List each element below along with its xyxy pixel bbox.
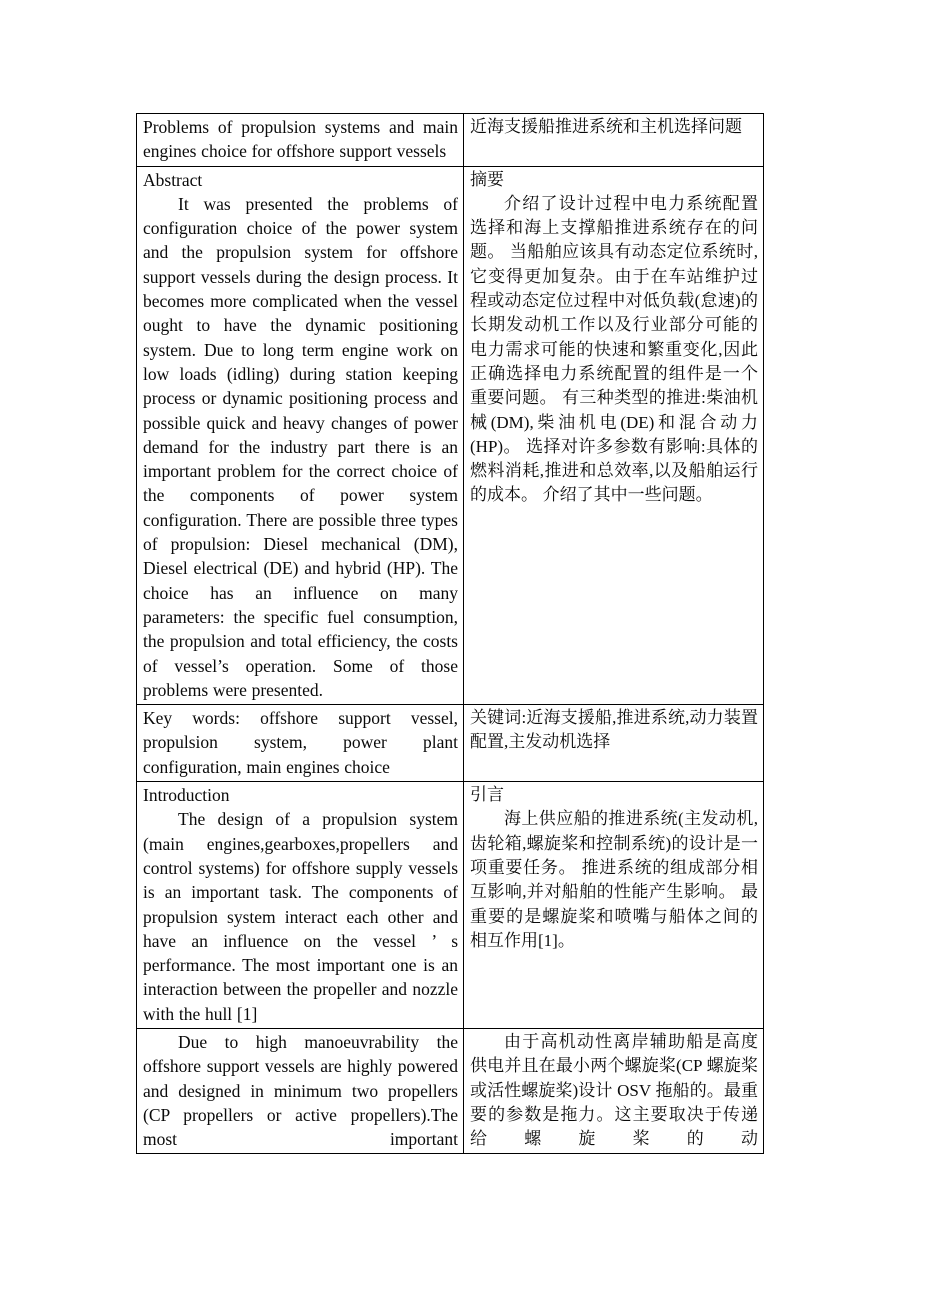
introduction-en-paragraph: Introduction xyxy=(143,785,230,806)
abstract-en-paragraph: It was presented the problems of configuration choice of the power system and the propulsion system for offshore support vessels during the design process. It becomes more complicated when the vessel ought to have the dynamic positioning system. Due to long term engine work on low loads (idling) during station keeping process or dynamic positioning process and possible quick and heavy changes of power demand for the industry part there is an important problem for the correct choice of the components of power system configuration. There are possible three types of propulsion: Diesel mechanical (DM), Diesel electrical (DE) and hybrid (HP). The choice has an influence on many parameters: the specific fuel consumption, the propulsion and total efficiency, the costs of vessel’s operation. Some of those problems were presented. xyxy=(143,193,458,700)
introduction-en-paragraph: The design of a propulsion system (main engines,gearboxes,propellers and control systems) for offshore supply vessels is an important task. The components of propulsion system interact each other and have an influence on the vessel ’ s performance. The most important one is an interaction between the propeller and nozzle with the hull [1] xyxy=(143,809,458,1024)
table-row-body-continued xyxy=(137,1028,764,1153)
table-row-keywords xyxy=(137,705,764,782)
introduction-english-cell xyxy=(137,782,464,1029)
title-zh-paragraph: 近海支援船推进系统和主机选择问题 xyxy=(470,117,742,136)
abstract-zh-paragraph: 摘要 xyxy=(470,169,504,189)
title-english-cell xyxy=(137,114,464,167)
abstract-zh-paragraph: 介绍了设计过程中电力系统配置选择和海上支撑船推进系统存在的问题。 当船舶应该具有动态定位系统时,它变得更加复杂。由于在车站维护过程或动态定位过程中对低负载(怠速)的长期发动机工作以及行业部分可能的电力需求可能的快速和繁重变化,因此正确选择电力系统配置的组件是一个重要问题。 有三种类型的推进:柴油机械(DM),柴油机电(DE)和混合动力(HP)。 选择对许多参数有影响:具体的燃料消耗,推进和总效率,以及船舶运行的成本。 介绍了其中一些问题。 xyxy=(470,193,758,505)
title-chinese-cell xyxy=(464,114,764,167)
abstract-english-cell xyxy=(137,166,464,705)
body-continued-chinese-cell xyxy=(464,1028,764,1153)
keywords-en-paragraph: Key words: offshore support vessel, propulsion system, power plant configuration, main engines choice xyxy=(143,708,458,777)
body-continued-en-paragraph: Due to high manoeuvrability the offshore support vessels are highly powered and designed in minimum two propellers (CP propellers or active propellers).The most important xyxy=(143,1031,458,1150)
keywords-zh-paragraph: 关键词:近海支援船,推进系统,动力装置配置,主发动机选择 xyxy=(470,708,758,752)
body-continued-zh-paragraph: 由于高机动性离岸辅助船是高度供电并且在最小两个螺旋桨(CP 螺旋桨或活性螺旋桨)设计 OSV 拖船的。最重要的参数是拖力。这主要取决于传递给螺旋桨的动 xyxy=(470,1031,758,1149)
table-row-introduction xyxy=(137,782,764,1029)
introduction-zh-paragraph: 海上供应船的推进系统(主发动机,齿轮箱,螺旋桨和控制系统)的设计是一项重要任务。 推进系统的组成部分相互影响,并对船舶的性能产生影响。 最重要的是螺旋桨和喷嘴与船体之间的相互作用[1]。 xyxy=(470,809,758,950)
translation-table-body xyxy=(137,114,764,1154)
translation-table xyxy=(136,113,764,1154)
introduction-chinese-cell xyxy=(464,782,764,1029)
keywords-english-cell xyxy=(137,705,464,782)
table-row-title xyxy=(137,114,764,167)
table-row-abstract xyxy=(137,166,764,705)
title-en-paragraph: Problems of propulsion systems and main engines choice for offshore support vessels xyxy=(143,117,458,162)
abstract-chinese-cell xyxy=(464,166,764,705)
introduction-zh-paragraph: 引言 xyxy=(470,785,504,805)
abstract-en-paragraph: Abstract xyxy=(143,169,203,190)
body-continued-english-cell xyxy=(137,1028,464,1153)
keywords-chinese-cell xyxy=(464,705,764,782)
